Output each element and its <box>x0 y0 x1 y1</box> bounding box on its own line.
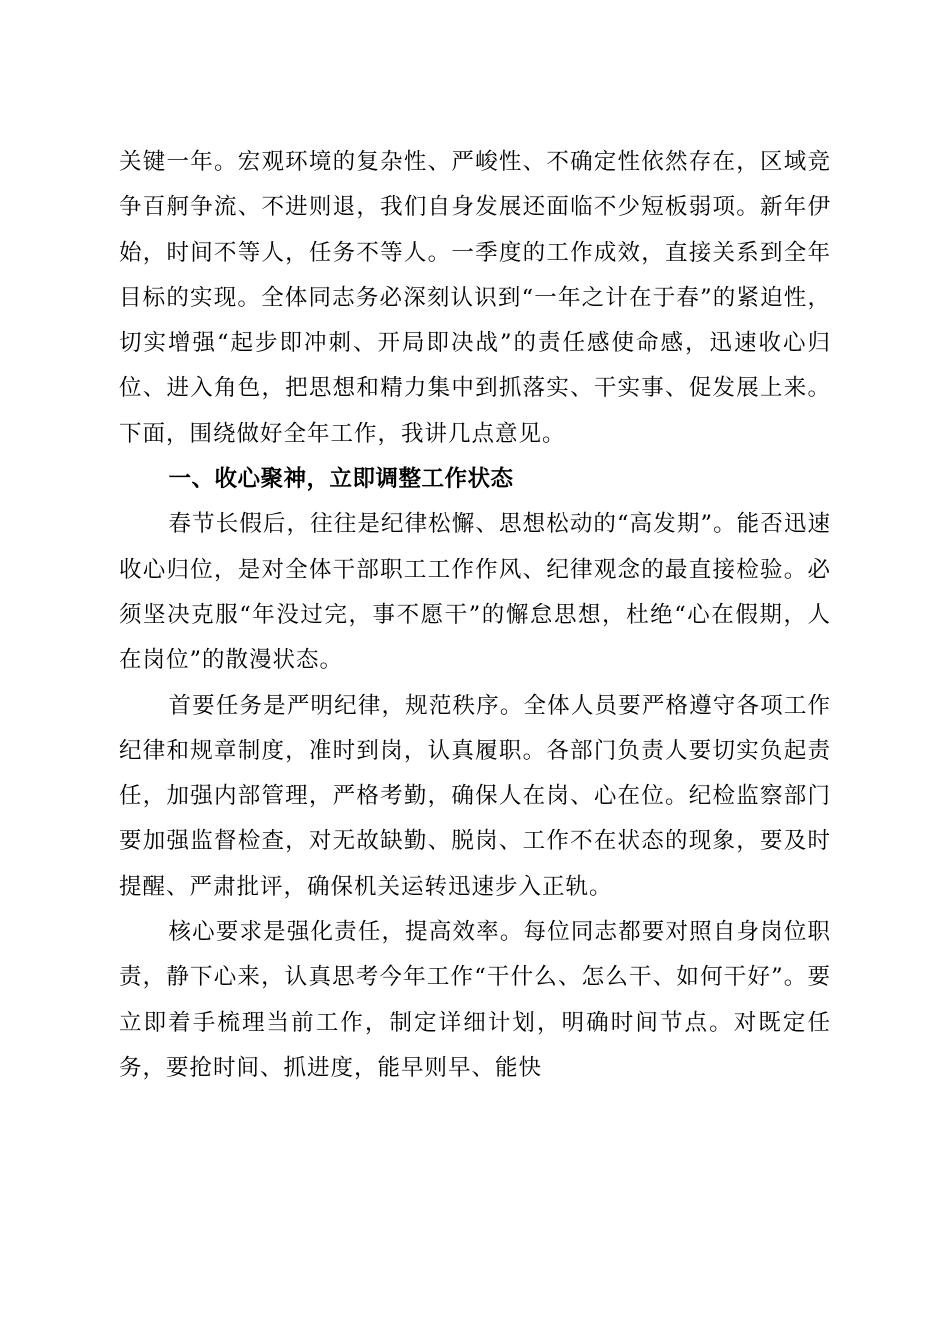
body-paragraph: 核心要求是强化责任，提高效率。每位同志都要对照自身岗位职责，静下心来，认真思考今年工作“干什么、怎么干、如何干好”。要立即着手梳理当前工作，制定详细计划，明确时间节点。对既定任务，要抢时间、抓进度，能早则早、能快 <box>119 919 831 1081</box>
section-heading: 一、收心聚神，立即调整工作状态 <box>168 466 514 493</box>
document-body <box>119 140 831 1091</box>
body-paragraph: 首要任务是严明纪律，规范秩序。全体人员要严格遵守各项工作纪律和规章制度，准时到岗，认真履职。各部门负责人要切实负起责任，加强内部管理，严格考勤，确保人在岗、心在位。纪检监察部门要加强监督检查，对无故缺勤、脱岗、工作不在状态的现象，要及时提醒、严肃批评，确保机关运转迅速步入正轨。 <box>119 692 831 900</box>
paragraph-continuation: 关键一年。宏观环境的复杂性、严峻性、不确定性依然存在，区域竞争百舸争流、不进则退，我们自身发展还面临不少短板弱项。新年伊始，时间不等人，任务不等人。一季度的工作成效，直接关系到全年目标的实现。全体同志务必深刻认识到“一年之计在于春”的紧迫性，切实增强“起步即冲刺、开局即决战”的责任感使命感，迅速收心归位、进入角色，把思想和精力集中到抓落实、干实事、促发展上来。下面，围绕做好全年工作，我讲几点意见。 <box>119 149 831 447</box>
body-paragraph: 春节长假后，往往是纪律松懈、思想松动的“高发期”。能否迅速收心归位，是对全体干部职工工作作风、纪律观念的最直接检验。必须坚决克服“年没过完，事不愿干”的懈怠思想，杜绝“心在假期，人在岗位”的散漫状态。 <box>119 511 831 674</box>
